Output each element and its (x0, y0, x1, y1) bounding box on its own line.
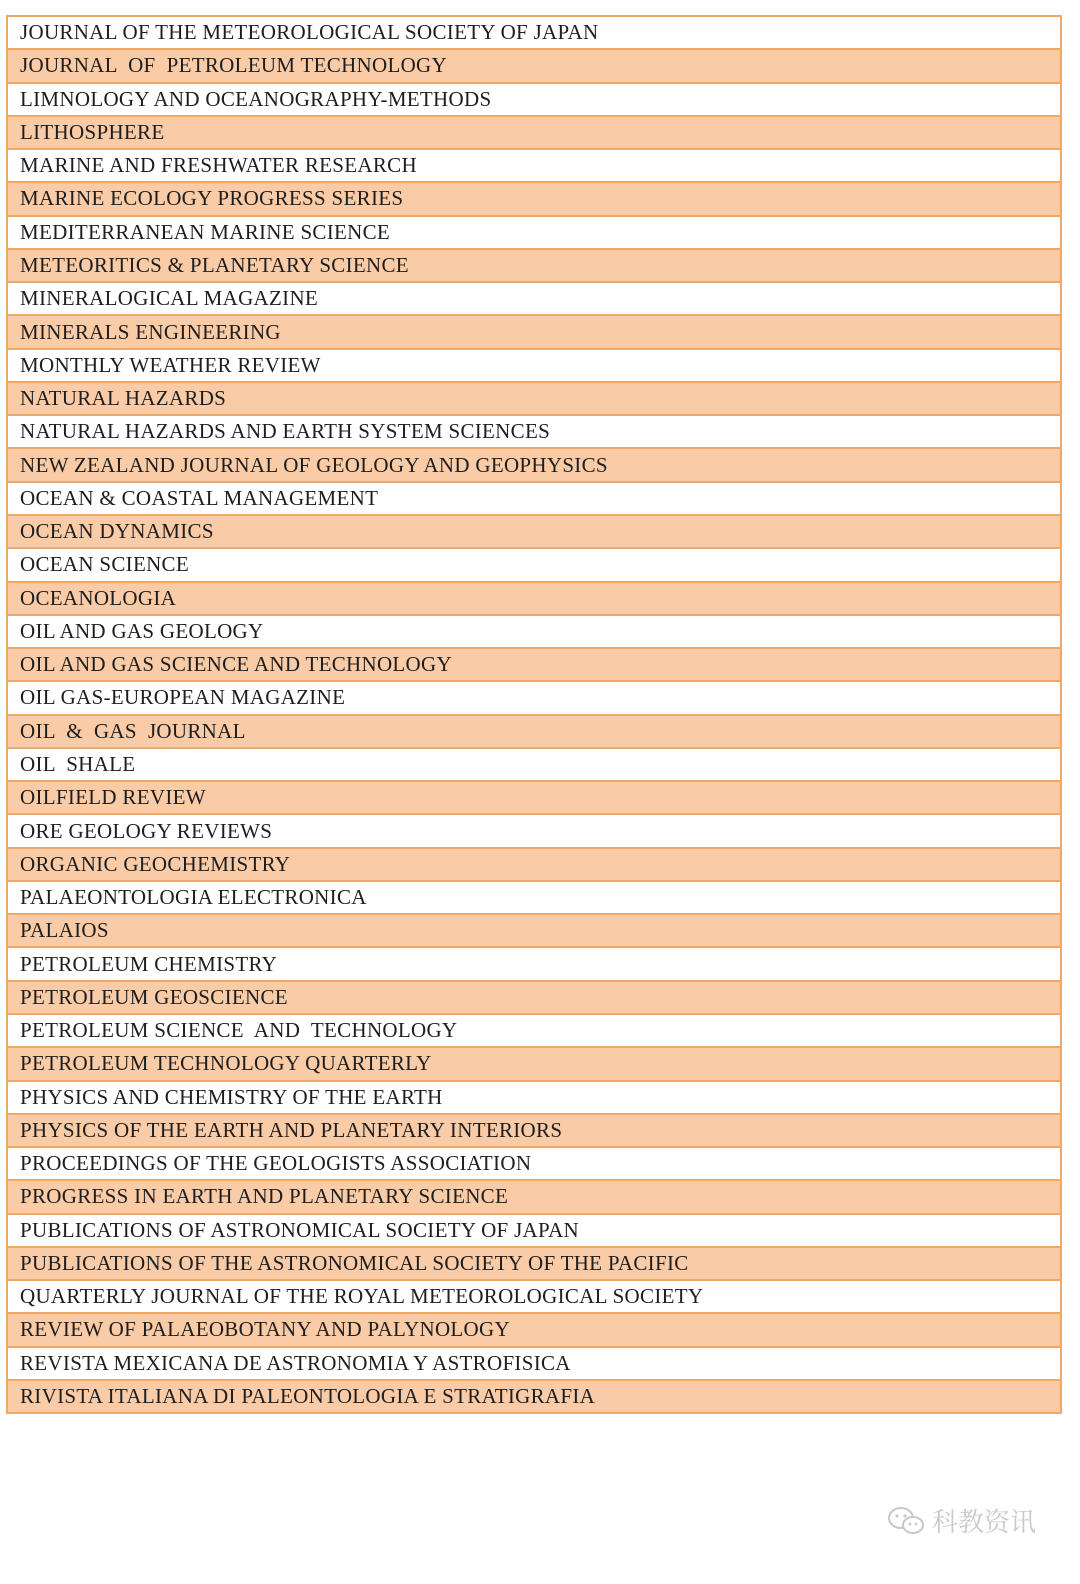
journal-title: PUBLICATIONS OF ASTRONOMICAL SOCIETY OF JAPAN (7, 1214, 1061, 1247)
table-row (7, 448, 1061, 481)
journal-title: PROCEEDINGS OF THE GEOLOGISTS ASSOCIATION (7, 1147, 1061, 1180)
journal-title: JOURNAL OF PETROLEUM TECHNOLOGY (7, 49, 1061, 82)
table-row (7, 748, 1061, 781)
table-row (7, 282, 1061, 315)
table-row (7, 482, 1061, 515)
journal-title: QUARTERLY JOURNAL OF THE ROYAL METEOROLOGICAL SOCIETY (7, 1280, 1061, 1313)
journal-title: METEORITICS & PLANETARY SCIENCE (7, 249, 1061, 282)
journal-title: JOURNAL OF THE METEOROLOGICAL SOCIETY OF JAPAN (7, 16, 1061, 49)
journal-list-body (7, 16, 1061, 1413)
table-row (7, 814, 1061, 847)
journal-title: OCEAN & COASTAL MANAGEMENT (7, 482, 1061, 515)
table-row (7, 1114, 1061, 1147)
journal-title: REVISTA MEXICANA DE ASTRONOMIA Y ASTROFISICA (7, 1347, 1061, 1380)
journal-title: OCEAN SCIENCE (7, 548, 1061, 581)
journal-title: OILFIELD REVIEW (7, 781, 1061, 814)
table-row (7, 1180, 1061, 1213)
table-row (7, 382, 1061, 415)
table-row (7, 116, 1061, 149)
journal-title: MONTHLY WEATHER REVIEW (7, 349, 1061, 382)
table-row (7, 1147, 1061, 1180)
journal-title: PALAEONTOLOGIA ELECTRONICA (7, 881, 1061, 914)
journal-title: ORGANIC GEOCHEMISTRY (7, 848, 1061, 881)
journal-title: PETROLEUM CHEMISTRY (7, 947, 1061, 980)
journal-title: PROGRESS IN EARTH AND PLANETARY SCIENCE (7, 1180, 1061, 1213)
table-row (7, 715, 1061, 748)
table-row (7, 1313, 1061, 1346)
table-row (7, 83, 1061, 116)
journal-title: MARINE AND FRESHWATER RESEARCH (7, 149, 1061, 182)
table-row (7, 1014, 1061, 1047)
table-row (7, 415, 1061, 448)
table-row (7, 182, 1061, 215)
journal-title: NATURAL HAZARDS AND EARTH SYSTEM SCIENCES (7, 415, 1061, 448)
table-row (7, 648, 1061, 681)
table-row (7, 681, 1061, 714)
table-row (7, 149, 1061, 182)
journal-title: PHYSICS AND CHEMISTRY OF THE EARTH (7, 1081, 1061, 1114)
journal-title: PETROLEUM SCIENCE AND TECHNOLOGY (7, 1014, 1061, 1047)
journal-title: MARINE ECOLOGY PROGRESS SERIES (7, 182, 1061, 215)
journal-title: OIL AND GAS GEOLOGY (7, 615, 1061, 648)
table-row (7, 981, 1061, 1014)
journal-title: MINERALS ENGINEERING (7, 315, 1061, 348)
journal-title: MINERALOGICAL MAGAZINE (7, 282, 1061, 315)
journal-title: NATURAL HAZARDS (7, 382, 1061, 415)
table-row (7, 1214, 1061, 1247)
journal-title: OIL AND GAS SCIENCE AND TECHNOLOGY (7, 648, 1061, 681)
journal-title: PETROLEUM TECHNOLOGY QUARTERLY (7, 1047, 1061, 1080)
table-row (7, 16, 1061, 49)
journal-title: OIL SHALE (7, 748, 1061, 781)
table-row (7, 315, 1061, 348)
table-row (7, 216, 1061, 249)
table-row (7, 1347, 1061, 1380)
table-row (7, 1247, 1061, 1280)
table-row (7, 249, 1061, 282)
journal-title: PETROLEUM GEOSCIENCE (7, 981, 1061, 1014)
watermark (886, 1502, 1036, 1539)
table-row (7, 848, 1061, 881)
table-row (7, 349, 1061, 382)
journal-title: OIL & GAS JOURNAL (7, 715, 1061, 748)
watermark-text: 科教资讯 (931, 1508, 1036, 1538)
table-row (7, 615, 1061, 648)
wechat-icon (886, 1505, 926, 1537)
table-row (7, 914, 1061, 947)
table-row (7, 1380, 1061, 1413)
journal-title: REVIEW OF PALAEOBOTANY AND PALYNOLOGY (7, 1313, 1061, 1346)
journal-title: PALAIOS (7, 914, 1061, 947)
journal-title: OCEANOLOGIA (7, 582, 1061, 615)
journal-title: NEW ZEALAND JOURNAL OF GEOLOGY AND GEOPHYSICS (7, 448, 1061, 481)
journal-title: LIMNOLOGY AND OCEANOGRAPHY-METHODS (7, 83, 1061, 116)
journal-title: PUBLICATIONS OF THE ASTRONOMICAL SOCIETY OF THE PACIFIC (7, 1247, 1061, 1280)
table-row (7, 49, 1061, 82)
journal-list-table (6, 15, 1062, 1414)
journal-title: PHYSICS OF THE EARTH AND PLANETARY INTERIORS (7, 1114, 1061, 1147)
table-row (7, 1081, 1061, 1114)
table-row (7, 515, 1061, 548)
table-row (7, 1047, 1061, 1080)
table-row (7, 582, 1061, 615)
journal-title: OCEAN DYNAMICS (7, 515, 1061, 548)
table-row (7, 1280, 1061, 1313)
table-row (7, 548, 1061, 581)
journal-title: MEDITERRANEAN MARINE SCIENCE (7, 216, 1061, 249)
journal-title: LITHOSPHERE (7, 116, 1061, 149)
journal-title: OIL GAS-EUROPEAN MAGAZINE (7, 681, 1061, 714)
journal-title: ORE GEOLOGY REVIEWS (7, 814, 1061, 847)
journal-title: RIVISTA ITALIANA DI PALEONTOLOGIA E STRATIGRAFIA (7, 1380, 1061, 1413)
table-row (7, 947, 1061, 980)
table-row (7, 881, 1061, 914)
table-row (7, 781, 1061, 814)
